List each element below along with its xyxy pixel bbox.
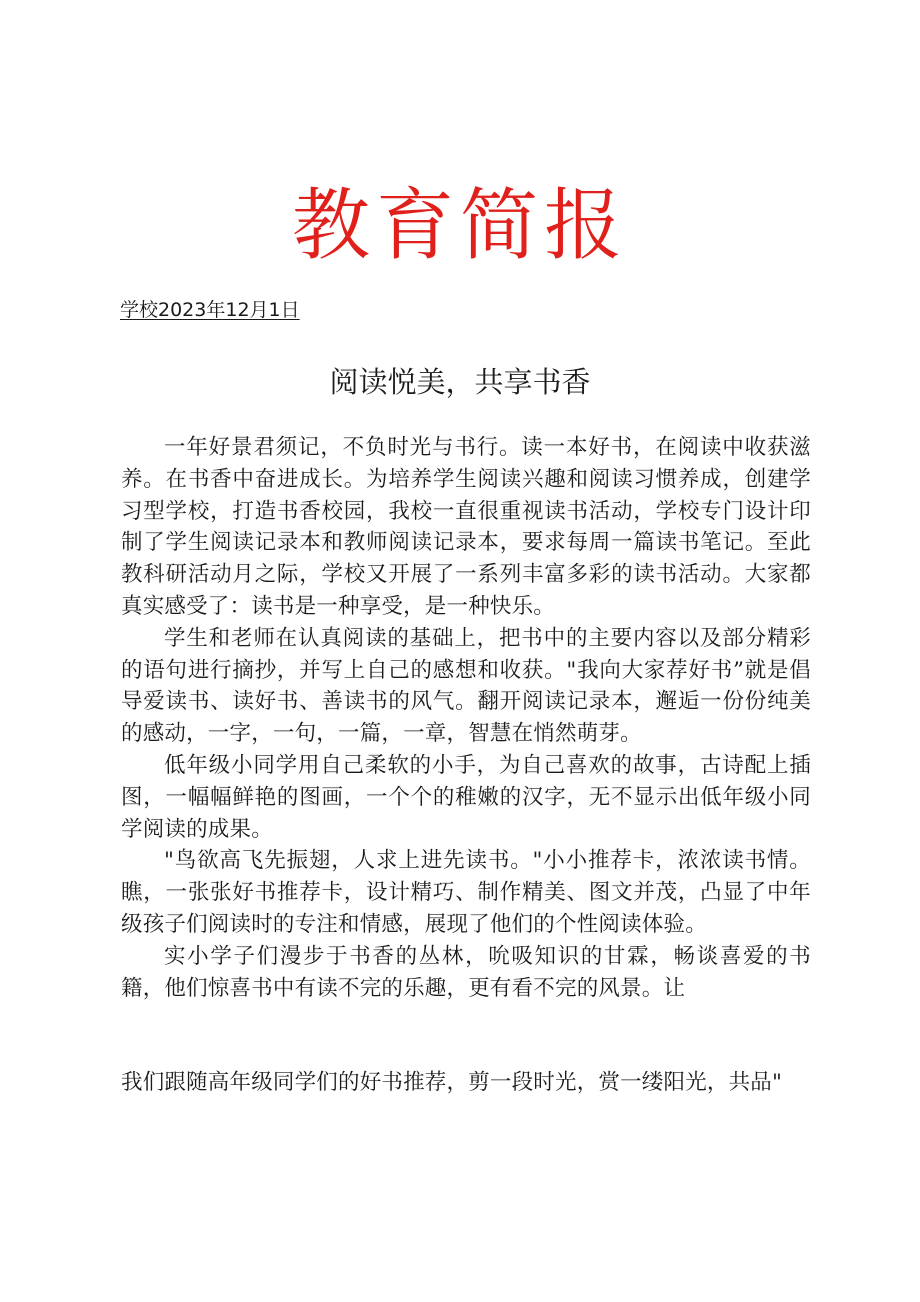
article-body (121, 432, 811, 1004)
paragraph-3: 低年级小同学用自己柔软的小手，为自己喜欢的故事，古诗配上插图，一幅幅鲜艳的图画，一个个的稚嫩的汉字，无不显示出低年级小同学阅读的成果。 (121, 752, 811, 842)
paragraph-1: 一年好景君须记，不负时光与书行。读一本好书，在阅读中收获滋养。在书香中奋进成长。为培养学生阅读兴趣和阅读习惯养成，创建学习型学校，打造书香校园，我校一直很重视读书活动，学校专门设计印制了学生阅读记录本和教师阅读记录本，要求每周一篇读书笔记。至此教科研活动月之际，学校又开展了一系列丰富多彩的读书活动。大家都真实感受了：读书是一种享受，是一种快乐。 (121, 435, 811, 619)
article-headline: 阅读悦美，共享书香 (329, 365, 591, 399)
continuation-line: 我们跟随高年级同学们的好书推荐，剪一段时光，赏一缕阳光，共品" (121, 1070, 783, 1095)
paragraph-5: 实小学子们漫步于书香的丛林，吮吸知识的甘霖，畅谈喜爱的书籍，他们惊喜书中有读不完的乐趣，更有看不完的风景。让 (121, 943, 811, 1001)
paragraph-2: 学生和老师在认真阅读的基础上，把书中的主要内容以及部分精彩的语句进行摘抄，并写上自己的感想和收获。"我向大家荐好书”就是倡导爱读书、读好书、善读书的风气。翻开阅读记录本，邂逅一份份纯美的感动，一字，一句，一篇，一章，智慧在悄然萌芽。 (121, 625, 811, 747)
masthead-title: 教育简报 (291, 181, 628, 271)
dateline: 学校2023年12月1日 (120, 299, 300, 321)
paragraph-4: "鸟欲高飞先振翅，人求上进先读书。"小小推荐卡，浓浓读书情。瞧，一张张好书推荐卡，设计精巧、制作精美、图文并茂，凸显了中年级孩子们阅读时的专注和情感，展现了他们的个性阅读体验。 (121, 848, 811, 937)
